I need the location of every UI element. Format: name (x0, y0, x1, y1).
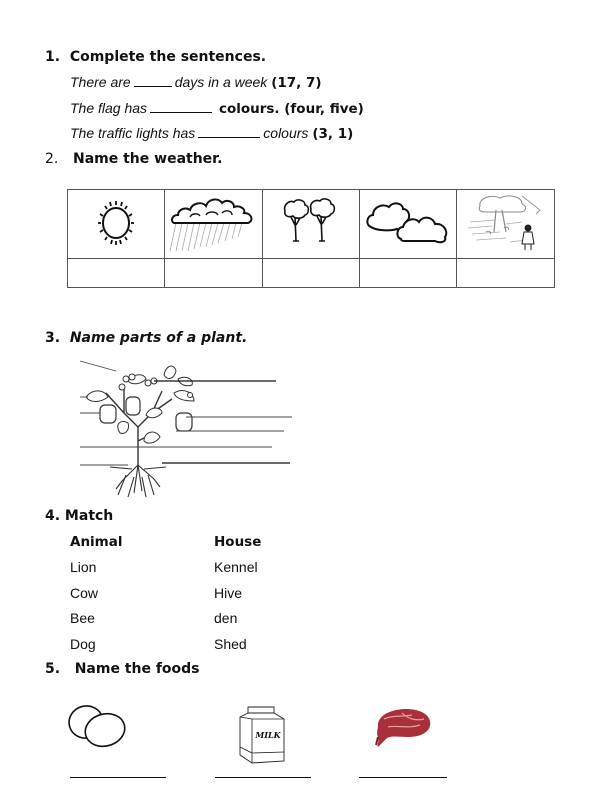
cloudy-icon (365, 197, 451, 247)
sentence-1 (70, 74, 322, 91)
weather-answer-3[interactable] (262, 259, 359, 288)
milk-label: MILK (255, 730, 281, 740)
sentence-text: The traffic lights has (70, 125, 196, 141)
weather-cell-4 (359, 190, 457, 259)
answer-options: (3, 1) (312, 126, 354, 142)
weather-answer-1[interactable] (68, 259, 165, 288)
food-answer-line-3[interactable] (359, 777, 447, 778)
weather-answer-4[interactable] (359, 259, 457, 288)
sentence-text: days in a week (174, 74, 268, 90)
sentence-2 (70, 100, 364, 117)
sentence-3 (70, 125, 353, 142)
match-animal[interactable]: Lion (70, 559, 97, 575)
question-4-heading: 4. Match (45, 508, 114, 524)
match-header-animal: Animal (70, 534, 123, 550)
question-number: 5. (45, 661, 61, 677)
food-answer-line-2[interactable] (215, 777, 311, 778)
match-animal[interactable]: Cow (70, 585, 99, 601)
question-number: 3. (45, 330, 61, 346)
weather-cell-1 (68, 190, 165, 259)
food-answer-line-1[interactable] (70, 777, 166, 778)
rainy-icon (168, 191, 258, 253)
eggs-icon (66, 702, 130, 750)
match-house[interactable]: Shed (214, 636, 247, 652)
question-2-heading (45, 151, 222, 167)
milk-carton-icon (238, 705, 288, 765)
question-number: 1. (45, 49, 61, 65)
question-title: Complete the sentences. (69, 49, 267, 65)
question-title: Name parts of a plant. (69, 330, 248, 346)
weather-answer-2[interactable] (164, 259, 262, 288)
answer-blank[interactable] (134, 85, 172, 87)
sentence-text: colours (263, 125, 309, 141)
sunny-icon (91, 195, 141, 250)
question-3-heading (45, 330, 247, 346)
answer-blank[interactable] (150, 111, 212, 113)
question-1-heading (45, 49, 266, 65)
sentence-text: The flag has (70, 100, 148, 116)
weather-cell-2 (164, 190, 262, 259)
question-title: Name the weather. (72, 151, 223, 167)
answer-blank[interactable] (198, 136, 260, 138)
question-5-heading (45, 661, 200, 677)
question-number: 2. (45, 151, 59, 167)
answer-options: colours. (four, five) (218, 101, 364, 117)
sentence-text: There are (70, 74, 131, 90)
question-title: Name the foods (74, 661, 200, 677)
stormy-icon (466, 192, 546, 252)
windy-trees-icon (281, 197, 341, 247)
match-house[interactable]: Kennel (214, 559, 258, 575)
match-animal[interactable]: Dog (70, 636, 96, 652)
steak-icon (372, 705, 436, 749)
match-header-house: House (214, 534, 262, 550)
weather-cell-3 (262, 190, 359, 259)
match-house[interactable]: den (214, 610, 238, 626)
weather-table (67, 189, 555, 288)
answer-options: (17, 7) (271, 75, 322, 91)
match-animal[interactable]: Bee (70, 610, 95, 626)
weather-cell-5 (457, 190, 555, 259)
weather-answer-5[interactable] (457, 259, 555, 288)
plant-diagram (76, 357, 298, 499)
match-house[interactable]: Hive (214, 585, 243, 601)
